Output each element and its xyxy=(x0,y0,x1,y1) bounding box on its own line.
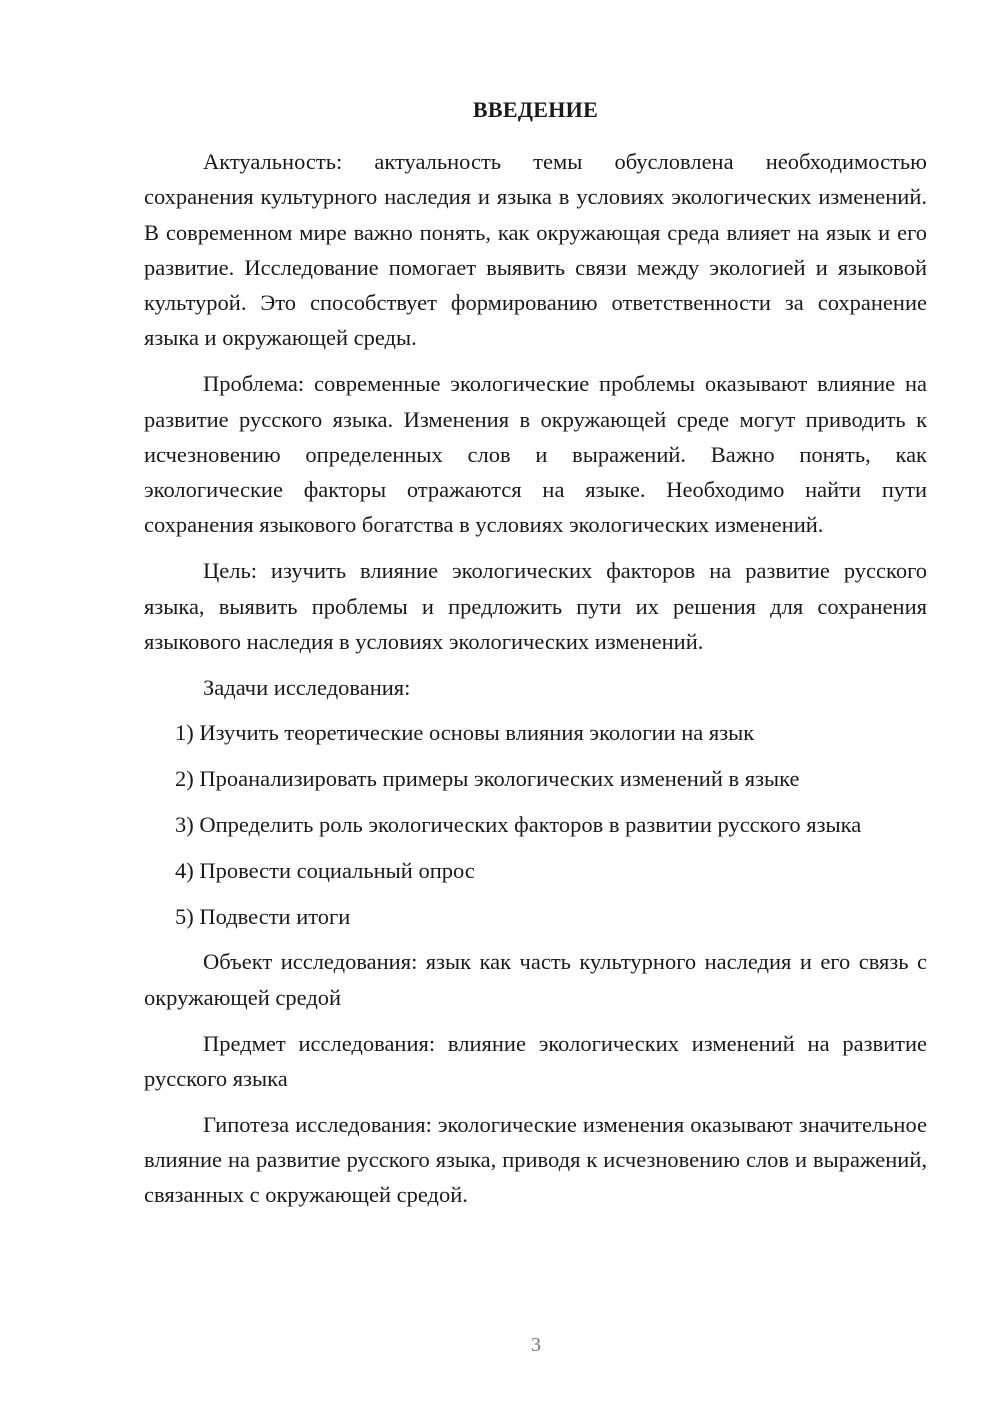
task-item: 2) Проанализировать примеры экологических изменений в языке xyxy=(175,766,800,792)
relevance-paragraph: Актуальность: актуальность темы обусловлена необходимостью сохранения культурного наследия и языка в условиях экологических изменений. В современном мире важно понять, как окружающая среда влияет на язык и его развитие. Исследование помогает выявить связи между экологией и языковой культурой. Это способствует формированию ответственности за сохранение языка и окружающей среды. xyxy=(144,149,927,351)
task-item: 3) Определить роль экологических факторов в развитии русского языка xyxy=(175,812,862,838)
research-object-paragraph: Объект исследования: язык как часть культурного наследия и его связь с окружающей средой xyxy=(144,949,927,1010)
research-subject-paragraph: Предмет исследования: влияние экологических изменений на развитие русского языка xyxy=(144,1030,927,1091)
page-content xyxy=(144,92,927,1223)
task-item: 4) Провести социальный опрос xyxy=(175,857,475,883)
goal-paragraph: Цель: изучить влияние экологических факторов на развитие русского языка, выявить проблемы и предложить пути их решения для сохранения языкового наследия в условиях экологических изменений. xyxy=(144,558,927,654)
tasks-heading: Задачи исследования: xyxy=(203,674,411,700)
problem-paragraph: Проблема: современные экологические проблемы оказывают влияние на развитие русского языка. Изменения в окружающей среде могут приводить к исчезновению определенных слов и выражений. Важно понять, как экологические факторы отражаются на языке. Необходимо найти пути сохранения языкового богатства в условиях экологических изменений. xyxy=(144,371,927,538)
tasks-list xyxy=(144,715,927,933)
research-hypothesis-paragraph: Гипотеза исследования: экологические изменения оказывают значительное влияние на развитие русского языка, приводя к исчезновению слов и выражений, связанных с окружающей средой. xyxy=(144,1111,927,1208)
task-item: 1) Изучить теоретические основы влияния экологии на язык xyxy=(175,720,755,746)
page-number: 3 xyxy=(531,1334,541,1356)
task-item: 5) Подвести итоги xyxy=(175,903,351,929)
section-title: ВВЕДЕНИЕ xyxy=(472,97,599,122)
